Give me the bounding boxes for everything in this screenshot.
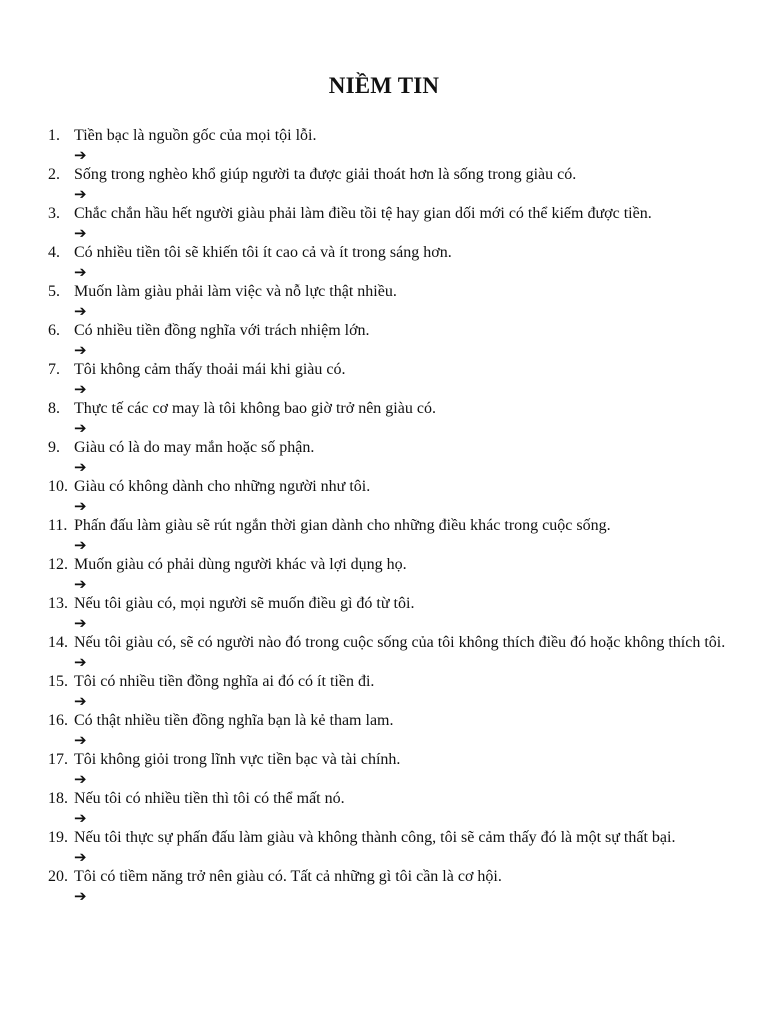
item-number: 7. <box>48 361 60 378</box>
item-number: 4. <box>48 244 60 261</box>
item-number: 8. <box>48 400 60 417</box>
statement-row <box>48 477 738 497</box>
arrow-right-icon: ➔ <box>74 223 87 242</box>
statement-text: Phấn đấu làm giàu sẽ rút ngắn thời gian dành cho những điều khác trong cuộc sống. <box>74 517 611 534</box>
arrow-right-icon: ➔ <box>74 652 87 671</box>
list-item <box>48 867 738 906</box>
item-number: 11. <box>48 517 68 534</box>
item-number: 12. <box>48 556 68 573</box>
arrow-right-icon: ➔ <box>74 769 87 788</box>
list-item <box>48 789 738 828</box>
list-item <box>48 555 738 594</box>
statement-row <box>48 321 738 341</box>
statement-text: Có nhiều tiền tôi sẽ khiến tôi ít cao cả và ít trong sáng hơn. <box>74 244 452 261</box>
statement-text: Có thật nhiều tiền đồng nghĩa bạn là kẻ tham lam. <box>74 712 394 729</box>
list-item <box>48 126 738 165</box>
list-item <box>48 165 738 204</box>
item-number: 13. <box>48 595 68 612</box>
item-number: 2. <box>48 166 60 183</box>
item-number: 6. <box>48 322 60 339</box>
statement-row <box>48 126 738 146</box>
list-item <box>48 633 738 672</box>
list-item <box>48 282 738 321</box>
item-number: 14. <box>48 634 68 651</box>
page-title: NIỀM TIN <box>328 73 440 98</box>
list-item <box>48 672 738 711</box>
list-item <box>48 399 738 438</box>
arrow-right-icon: ➔ <box>74 145 87 164</box>
statement-row <box>48 516 738 536</box>
arrow-right-icon: ➔ <box>74 886 87 905</box>
statement-row <box>48 360 738 380</box>
item-number: 15. <box>48 673 68 690</box>
statement-row <box>48 399 738 419</box>
statement-text: Tiền bạc là nguồn gốc của mọi tội lỗi. <box>74 127 317 144</box>
arrow-right-icon: ➔ <box>74 574 87 593</box>
statement-row <box>48 243 738 263</box>
statement-text: Nếu tôi thực sự phấn đấu làm giàu và không thành công, tôi sẽ cảm thấy đó là một sự thất bại. <box>74 829 676 846</box>
item-number: 18. <box>48 790 68 807</box>
statement-row <box>48 165 738 185</box>
statement-row <box>48 438 738 458</box>
list-item <box>48 477 738 516</box>
statement-text: Tôi không cảm thấy thoải mái khi giàu có. <box>74 361 346 378</box>
arrow-right-icon: ➔ <box>74 496 87 515</box>
statement-row <box>48 750 738 770</box>
arrow-right-icon: ➔ <box>74 457 87 476</box>
statement-text: Tôi không giỏi trong lĩnh vực tiền bạc và tài chính. <box>74 751 401 768</box>
statement-row <box>48 282 738 302</box>
arrow-right-icon: ➔ <box>74 262 87 281</box>
statement-text: Tôi có nhiều tiền đồng nghĩa ai đó có ít tiền đi. <box>74 673 375 690</box>
belief-list <box>48 126 738 906</box>
item-number: 10. <box>48 478 68 495</box>
item-number: 17. <box>48 751 68 768</box>
item-number: 3. <box>48 205 60 222</box>
statement-text: Sống trong nghèo khổ giúp người ta được giải thoát hơn là sống trong giàu có. <box>74 166 577 183</box>
statement-text: Muốn làm giàu phải làm việc và nỗ lực thật nhiều. <box>74 283 397 300</box>
list-item <box>48 204 738 243</box>
statement-text: Giàu có là do may mắn hoặc số phận. <box>74 439 315 456</box>
statement-row <box>48 672 738 692</box>
statement-text: Nếu tôi giàu có, sẽ có người nào đó trong cuộc sống của tôi không thích điều đó hoặc không thích tôi. <box>74 634 726 651</box>
statement-text: Nếu tôi có nhiều tiền thì tôi có thể mất nó. <box>74 790 345 807</box>
item-number: 5. <box>48 283 60 300</box>
statement-row <box>48 594 738 614</box>
list-item <box>48 750 738 789</box>
item-number: 1. <box>48 127 60 144</box>
list-item <box>48 594 738 633</box>
statement-text: Chắc chắn hầu hết người giàu phải làm điều tồi tệ hay gian dối mới có thể kiếm được tiền. <box>74 205 652 222</box>
statement-row <box>48 204 738 224</box>
statement-text: Giàu có không dành cho những người như tôi. <box>74 478 371 495</box>
statement-row <box>48 867 738 887</box>
statement-text: Nếu tôi giàu có, mọi người sẽ muốn điều gì đó từ tôi. <box>74 595 415 612</box>
arrow-right-icon: ➔ <box>74 613 87 632</box>
arrow-right-icon: ➔ <box>74 340 87 359</box>
list-item <box>48 711 738 750</box>
list-item <box>48 828 738 867</box>
statement-row <box>48 555 738 575</box>
arrow-right-icon: ➔ <box>74 535 87 554</box>
arrow-right-icon: ➔ <box>74 691 87 710</box>
list-item <box>48 438 738 477</box>
item-number: 16. <box>48 712 68 729</box>
item-number: 19. <box>48 829 68 846</box>
item-number: 20. <box>48 868 68 885</box>
statement-text: Có nhiều tiền đồng nghĩa với trách nhiệm lớn. <box>74 322 370 339</box>
list-item <box>48 243 738 282</box>
statement-row <box>48 789 738 809</box>
statement-text: Tôi có tiềm năng trở nên giàu có. Tất cả những gì tôi cần là cơ hội. <box>74 868 502 885</box>
list-item <box>48 516 738 555</box>
statement-row <box>48 828 738 848</box>
statement-row <box>48 711 738 731</box>
statement-row <box>48 633 738 653</box>
arrow-right-icon: ➔ <box>74 418 87 437</box>
arrow-right-icon: ➔ <box>74 847 87 866</box>
arrow-right-icon: ➔ <box>74 184 87 203</box>
arrow-right-icon: ➔ <box>74 301 87 320</box>
list-item <box>48 321 738 360</box>
list-item <box>48 360 738 399</box>
arrow-right-icon: ➔ <box>74 730 87 749</box>
arrow-right-icon: ➔ <box>74 808 87 827</box>
statement-text: Muốn giàu có phải dùng người khác và lợi dụng họ. <box>74 556 407 573</box>
arrow-right-icon: ➔ <box>74 379 87 398</box>
statement-text: Thực tế các cơ may là tôi không bao giờ trở nên giàu có. <box>74 400 436 417</box>
item-number: 9. <box>48 439 60 456</box>
